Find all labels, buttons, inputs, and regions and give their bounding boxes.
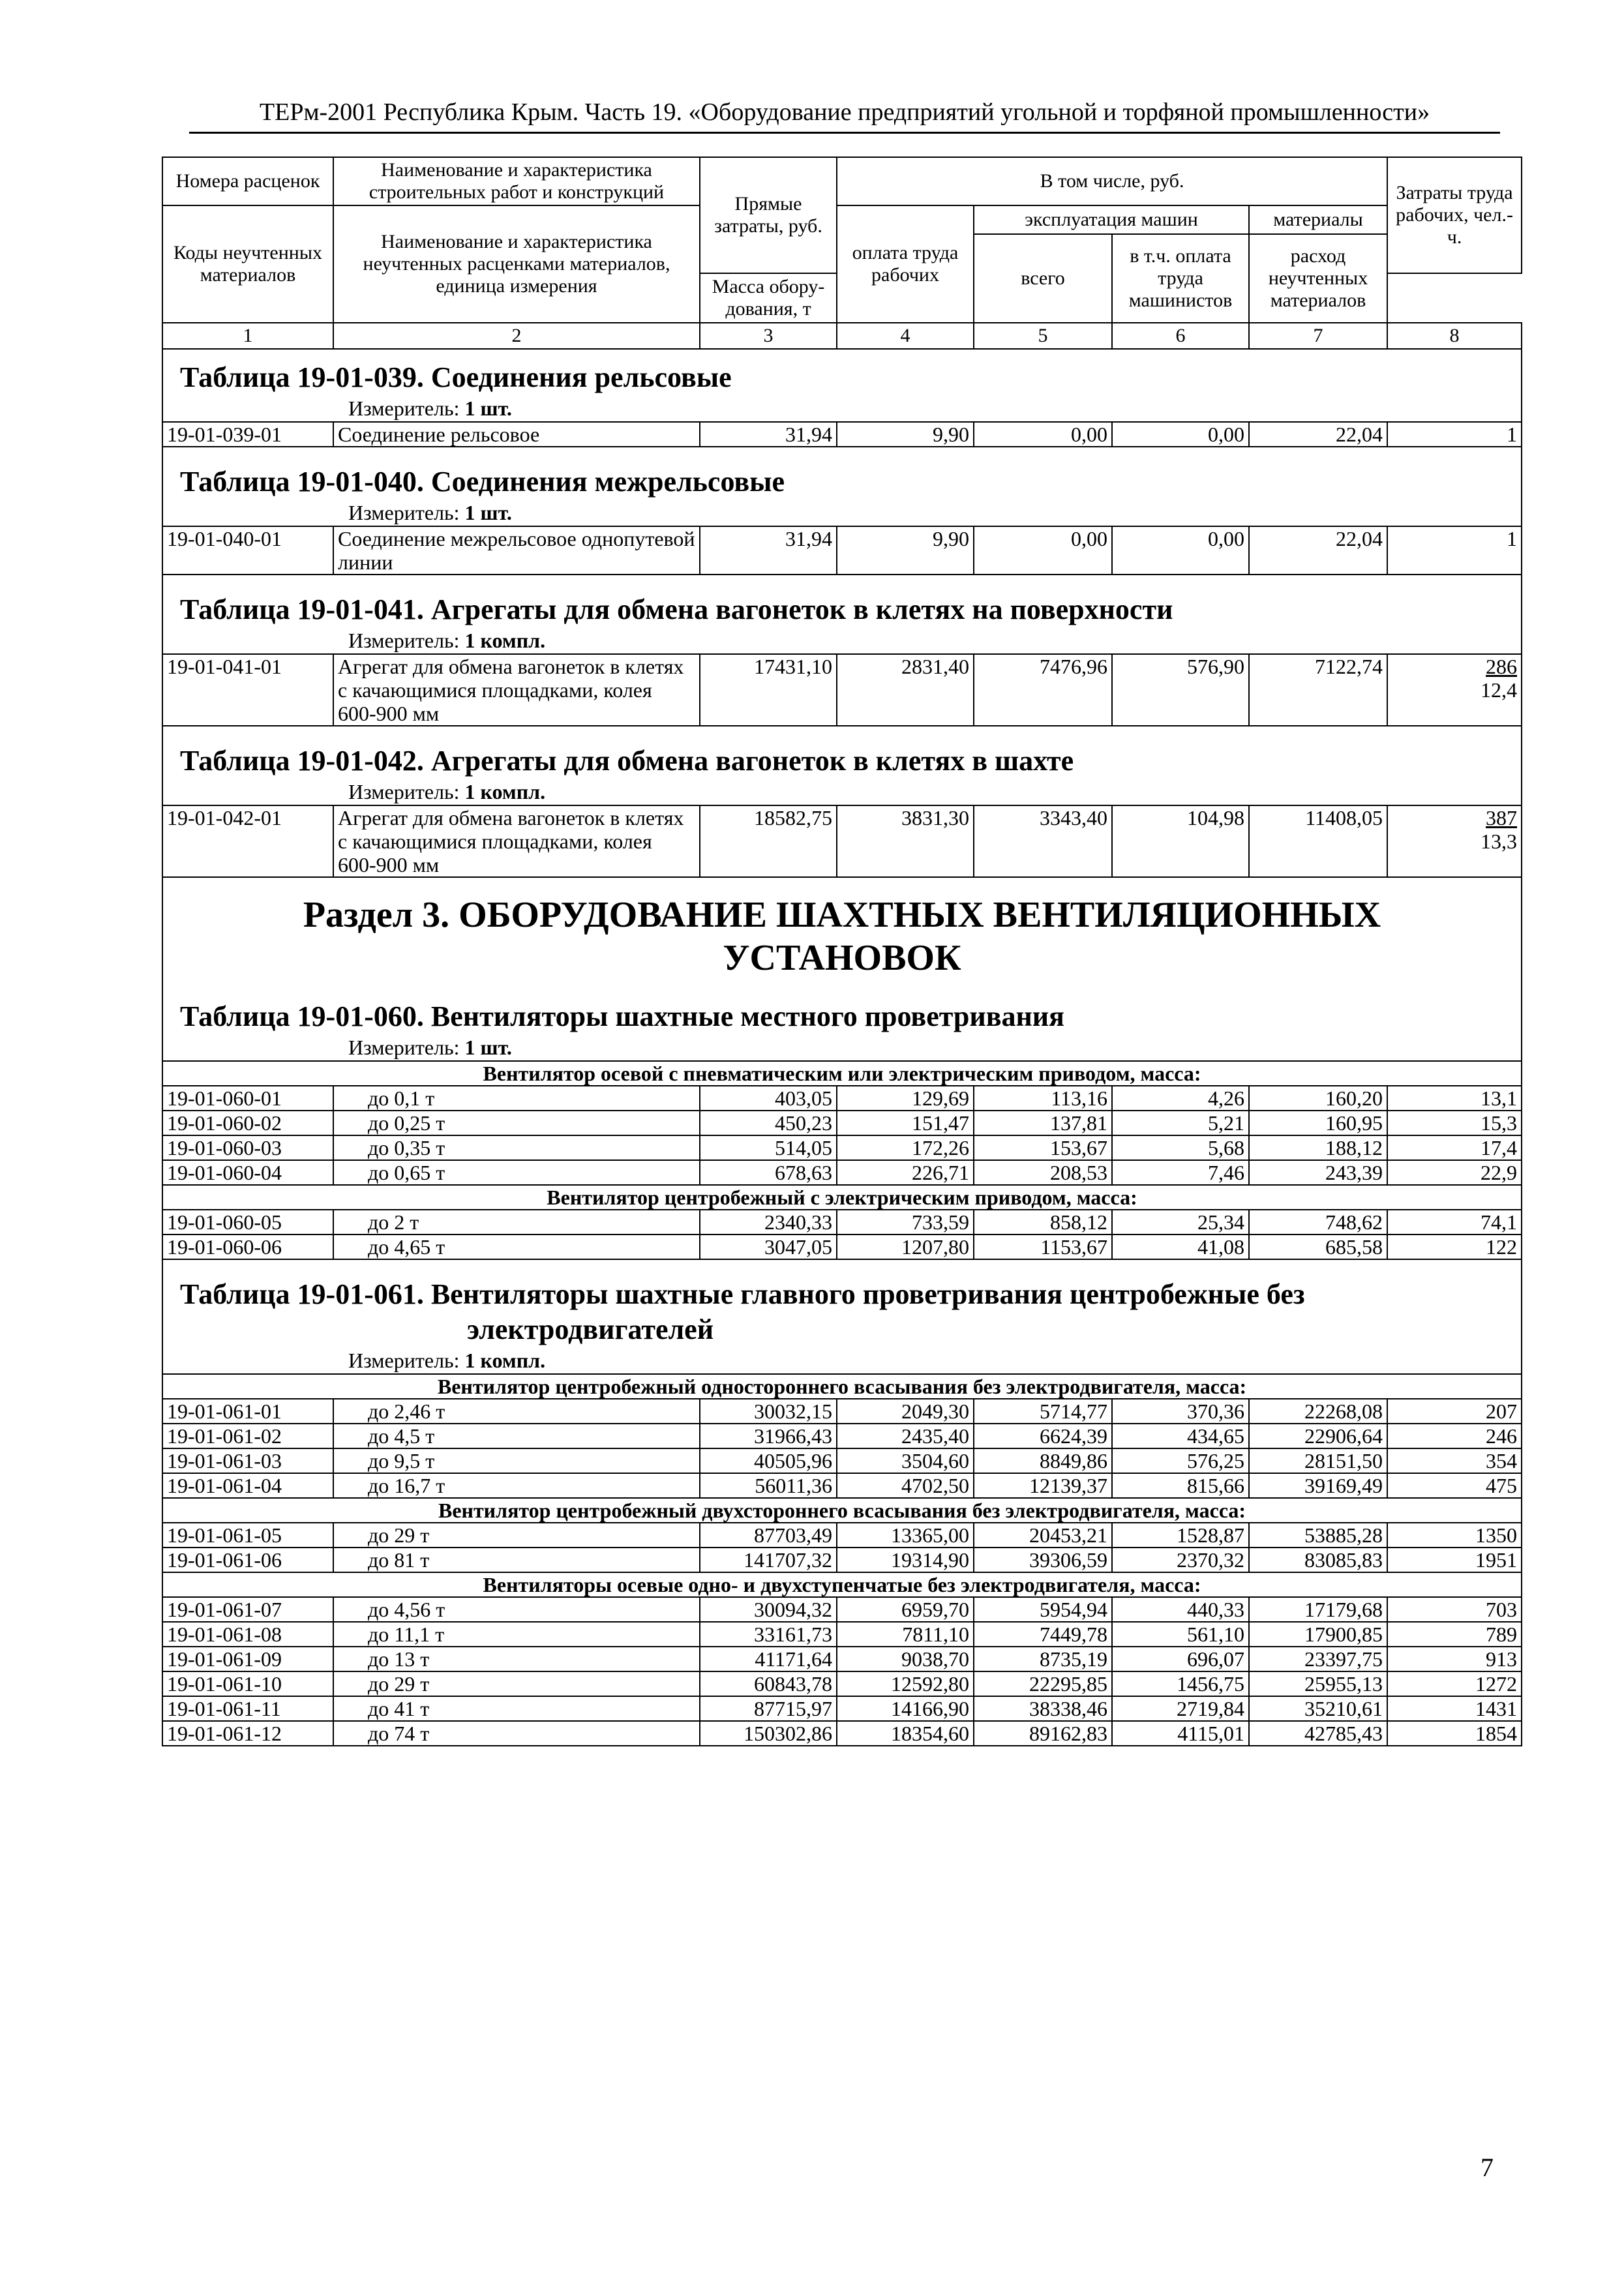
machines-total: 208,53 xyxy=(974,1160,1112,1185)
table-title-061-line2: электродвигателей xyxy=(467,1313,714,1345)
materials: 53885,28 xyxy=(1249,1523,1387,1548)
materials: 243,39 xyxy=(1249,1160,1387,1185)
rate-name: до 0,1 т xyxy=(333,1086,700,1111)
direct-costs: 30094,32 xyxy=(700,1597,837,1622)
group-heading xyxy=(162,1498,1522,1523)
table-row xyxy=(162,1671,1522,1696)
machines-total: 137,81 xyxy=(974,1111,1112,1135)
unit-line-061: Измеритель: 1 компл. xyxy=(348,1349,546,1372)
wages: 3831,30 xyxy=(837,805,974,877)
page-number: 7 xyxy=(1481,2153,1494,2182)
section-title: Раздел 3. ОБОРУДОВАНИЕ ШАХТНЫХ ВЕНТИЛЯЦИОННЫХ УСТАНОВОК xyxy=(303,895,1381,978)
wages: 172,26 xyxy=(837,1135,974,1160)
rate-name: до 29 т xyxy=(333,1523,700,1548)
running-head: ТЕРм-2001 Республика Крым. Часть 19. «Оборудование предприятий угольной и торфяной промышленности» xyxy=(189,97,1500,134)
header-in-that-number: В том числе, руб. xyxy=(837,157,1387,205)
rate-code: 19-01-060-05 xyxy=(162,1210,333,1234)
rate-code: 19-01-061-12 xyxy=(162,1721,333,1746)
table-row xyxy=(162,1548,1522,1572)
rate-name: до 0,35 т xyxy=(333,1135,700,1160)
header-machines-total: всего xyxy=(974,234,1112,323)
machines-total: 0,00 xyxy=(974,526,1112,575)
rate-name: до 41 т xyxy=(333,1696,700,1721)
col-number-2: 2 xyxy=(333,323,700,349)
table-row xyxy=(162,526,1522,575)
machines-total: 22295,85 xyxy=(974,1671,1112,1696)
equipment-mass: 12,4 xyxy=(1481,678,1518,702)
table-row xyxy=(162,1473,1522,1498)
materials: 42785,43 xyxy=(1249,1721,1387,1746)
rate-code: 19-01-061-07 xyxy=(162,1597,333,1622)
wages: 1207,80 xyxy=(837,1234,974,1259)
machines-total: 39306,59 xyxy=(974,1548,1112,1572)
labor: 1272 xyxy=(1387,1671,1522,1696)
machinists-wages: 5,68 xyxy=(1112,1135,1249,1160)
direct-costs: 450,23 xyxy=(700,1111,837,1135)
labor: 15,3 xyxy=(1387,1111,1522,1135)
machinists-wages: 696,07 xyxy=(1112,1647,1249,1671)
table-row xyxy=(162,1523,1522,1548)
machinists-wages: 4,26 xyxy=(1112,1086,1249,1111)
unit-line-042: Измеритель: 1 компл. xyxy=(348,780,546,803)
header-material-codes: Коды неучтенных материалов xyxy=(162,205,333,323)
header-materials: материалы xyxy=(1249,205,1387,234)
col-number-1: 1 xyxy=(162,323,333,349)
machines-total: 8849,86 xyxy=(974,1448,1112,1473)
direct-costs: 60843,78 xyxy=(700,1671,837,1696)
direct-costs: 18582,75 xyxy=(700,805,837,877)
rate-name: до 13 т xyxy=(333,1647,700,1671)
rate-name: до 0,65 т xyxy=(333,1160,700,1185)
rate-code: 19-01-061-01 xyxy=(162,1399,333,1424)
rate-name: до 74 т xyxy=(333,1721,700,1746)
machines-total: 12139,37 xyxy=(974,1473,1112,1498)
machines-total: 89162,83 xyxy=(974,1721,1112,1746)
wages: 18354,60 xyxy=(837,1721,974,1746)
table-row xyxy=(162,1597,1522,1622)
machinists-wages: 434,65 xyxy=(1112,1424,1249,1448)
col-number-4: 4 xyxy=(837,323,974,349)
table-title-060: Таблица 19-01-060. Вентиляторы шахтные местного проветривания xyxy=(180,1000,1064,1032)
table-row xyxy=(162,1721,1522,1746)
machinists-wages: 815,66 xyxy=(1112,1473,1249,1498)
wages: 13365,00 xyxy=(837,1523,974,1548)
materials: 17900,85 xyxy=(1249,1622,1387,1647)
machines-total: 38338,46 xyxy=(974,1696,1112,1721)
wages: 14166,90 xyxy=(837,1696,974,1721)
labor: 246 xyxy=(1387,1424,1522,1448)
table-header xyxy=(162,157,1522,349)
table-row xyxy=(162,1399,1522,1424)
table-row xyxy=(162,654,1522,726)
machines-total: 858,12 xyxy=(974,1210,1112,1234)
group-title: Вентилятор центробежный двухстороннего всасывания без электродвигателя, масса: xyxy=(162,1498,1522,1523)
machinists-wages: 2370,32 xyxy=(1112,1548,1249,1572)
table-row xyxy=(162,1086,1522,1111)
materials: 160,95 xyxy=(1249,1111,1387,1135)
machinists-wages: 370,36 xyxy=(1112,1399,1249,1424)
machines-total: 8735,19 xyxy=(974,1647,1112,1671)
labor: 1431 xyxy=(1387,1696,1522,1721)
machinists-wages: 41,08 xyxy=(1112,1234,1249,1259)
machinists-wages: 1456,75 xyxy=(1112,1671,1249,1696)
direct-costs: 56011,36 xyxy=(700,1473,837,1498)
labor: 387 xyxy=(1486,806,1518,830)
rate-code: 19-01-060-03 xyxy=(162,1135,333,1160)
group-title: Вентиляторы осевые одно- и двухступенчатые без электродвигателя, масса: xyxy=(162,1572,1522,1597)
unit-line-040: Измеритель: 1 шт. xyxy=(348,501,512,524)
rate-name: до 2,46 т xyxy=(333,1399,700,1424)
header-direct-costs: Прямые затраты, руб. xyxy=(700,157,837,273)
materials: 25955,13 xyxy=(1249,1671,1387,1696)
machines-total: 0,00 xyxy=(974,422,1112,447)
machinists-wages: 5,21 xyxy=(1112,1111,1249,1135)
machinists-wages: 7,46 xyxy=(1112,1160,1249,1185)
direct-costs: 17431,10 xyxy=(700,654,837,726)
col-number-7: 7 xyxy=(1249,323,1387,349)
direct-costs: 141707,32 xyxy=(700,1548,837,1572)
group-heading xyxy=(162,1061,1522,1086)
rate-code: 19-01-061-11 xyxy=(162,1696,333,1721)
direct-costs: 87703,49 xyxy=(700,1523,837,1548)
document-body xyxy=(162,157,1521,1746)
materials: 22,04 xyxy=(1249,422,1387,447)
rate-code: 19-01-039-01 xyxy=(162,422,333,447)
header-wages: оплата труда рабочих xyxy=(837,205,974,323)
direct-costs: 31966,43 xyxy=(700,1424,837,1448)
wages: 129,69 xyxy=(837,1086,974,1111)
group-title: Вентилятор центробежный одностороннего всасывания без электродвигателя, масса: xyxy=(162,1374,1522,1399)
rate-code: 19-01-060-01 xyxy=(162,1086,333,1111)
rate-name: до 16,7 т xyxy=(333,1473,700,1498)
materials: 160,20 xyxy=(1249,1086,1387,1111)
header-labor: Затраты труда рабочих, чел.-ч. xyxy=(1396,182,1513,248)
table-row xyxy=(162,1696,1522,1721)
group-title: Вентилятор центробежный с электрическим приводом, масса: xyxy=(162,1185,1522,1210)
table-title-061 xyxy=(167,1260,1517,1347)
labor-and-mass xyxy=(1387,805,1522,877)
rate-code: 19-01-042-01 xyxy=(162,805,333,877)
machinists-wages: 4115,01 xyxy=(1112,1721,1249,1746)
wages: 3504,60 xyxy=(837,1448,974,1473)
labor: 1350 xyxy=(1387,1523,1522,1548)
labor: 207 xyxy=(1387,1399,1522,1424)
rate-code: 19-01-061-06 xyxy=(162,1548,333,1572)
rate-name: до 11,1 т xyxy=(333,1622,700,1647)
direct-costs: 150302,86 xyxy=(700,1721,837,1746)
labor-and-mass xyxy=(1387,654,1522,726)
machinists-wages: 0,00 xyxy=(1112,422,1249,447)
labor: 354 xyxy=(1387,1448,1522,1473)
machines-total: 113,16 xyxy=(974,1086,1112,1111)
wages: 7811,10 xyxy=(837,1622,974,1647)
col-number-8: 8 xyxy=(1387,323,1522,349)
direct-costs: 3047,05 xyxy=(700,1234,837,1259)
direct-costs: 678,63 xyxy=(700,1160,837,1185)
machines-total: 7476,96 xyxy=(974,654,1112,726)
table-title-061-line1: Таблица 19-01-061. Вентиляторы шахтные главного проветривания центробежные без xyxy=(180,1278,1305,1310)
machinists-wages: 440,33 xyxy=(1112,1597,1249,1622)
labor: 1 xyxy=(1387,422,1522,447)
labor: 475 xyxy=(1387,1473,1522,1498)
wages: 19314,90 xyxy=(837,1548,974,1572)
rate-code: 19-01-040-01 xyxy=(162,526,333,575)
rate-code: 19-01-061-08 xyxy=(162,1622,333,1647)
rate-code: 19-01-061-09 xyxy=(162,1647,333,1671)
machinists-wages: 1528,87 xyxy=(1112,1523,1249,1548)
rate-code: 19-01-060-06 xyxy=(162,1234,333,1259)
group-heading xyxy=(162,1572,1522,1597)
machinists-wages: 25,34 xyxy=(1112,1210,1249,1234)
labor: 1854 xyxy=(1387,1721,1522,1746)
group-title: Вентилятор осевой с пневматическим или электрическим приводом, масса: xyxy=(162,1061,1522,1086)
labor: 1 xyxy=(1387,526,1522,575)
rate-name: до 4,5 т xyxy=(333,1424,700,1448)
machines-total: 5714,77 xyxy=(974,1399,1112,1424)
wages: 2435,40 xyxy=(837,1424,974,1448)
col-number-5: 5 xyxy=(974,323,1112,349)
header-material-name: Наименование и характеристика неучтенных расценками материалов, единица измерения xyxy=(333,205,700,323)
wages: 2049,30 xyxy=(837,1399,974,1424)
materials: 685,58 xyxy=(1249,1234,1387,1259)
materials: 7122,74 xyxy=(1249,654,1387,726)
wages: 9,90 xyxy=(837,526,974,575)
rate-code: 19-01-061-04 xyxy=(162,1473,333,1498)
rate-name: до 4,56 т xyxy=(333,1597,700,1622)
rate-code: 19-01-061-02 xyxy=(162,1424,333,1448)
machines-total: 6624,39 xyxy=(974,1424,1112,1448)
direct-costs: 30032,15 xyxy=(700,1399,837,1424)
rate-code: 19-01-041-01 xyxy=(162,654,333,726)
rate-name: до 81 т xyxy=(333,1548,700,1572)
machinists-wages: 2719,84 xyxy=(1112,1696,1249,1721)
labor: 703 xyxy=(1387,1597,1522,1622)
rate-name: до 2 т xyxy=(333,1210,700,1234)
table-row xyxy=(162,1448,1522,1473)
machinists-wages: 104,98 xyxy=(1112,805,1249,877)
machines-total: 3343,40 xyxy=(974,805,1112,877)
machines-total: 7449,78 xyxy=(974,1622,1112,1647)
wages: 12592,80 xyxy=(837,1671,974,1696)
table-row xyxy=(162,1424,1522,1448)
direct-costs: 41171,64 xyxy=(700,1647,837,1671)
labor: 913 xyxy=(1387,1647,1522,1671)
rate-code: 19-01-061-10 xyxy=(162,1671,333,1696)
labor: 789 xyxy=(1387,1622,1522,1647)
machines-total: 1153,67 xyxy=(974,1234,1112,1259)
table-title-041: Таблица 19-01-041. Агрегаты для обмена вагонеток в клетях на поверхности xyxy=(180,593,1173,625)
materials: 11408,05 xyxy=(1249,805,1387,877)
col-number-6: 6 xyxy=(1112,323,1249,349)
unit-line-041: Измеритель: 1 компл. xyxy=(348,629,546,652)
rate-name: Соединение межрельсовое однопутевой линии xyxy=(333,526,700,575)
table-row xyxy=(162,1234,1522,1259)
direct-costs: 2340,33 xyxy=(700,1210,837,1234)
direct-costs: 31,94 xyxy=(700,526,837,575)
labor: 122 xyxy=(1387,1234,1522,1259)
rates-table xyxy=(162,157,1522,1746)
machines-total: 153,67 xyxy=(974,1135,1112,1160)
table-row xyxy=(162,805,1522,877)
header-name: Наименование и характеристика строительных работ и конструкций xyxy=(333,157,700,205)
direct-costs: 87715,97 xyxy=(700,1696,837,1721)
materials: 35210,61 xyxy=(1249,1696,1387,1721)
table-row xyxy=(162,422,1522,447)
materials: 22906,64 xyxy=(1249,1424,1387,1448)
header-mass: Масса обору-дования, т xyxy=(700,273,837,323)
unit-line-060: Измеритель: 1 шт. xyxy=(348,1036,512,1059)
materials: 22,04 xyxy=(1249,526,1387,575)
labor: 22,9 xyxy=(1387,1160,1522,1185)
direct-costs: 40505,96 xyxy=(700,1448,837,1473)
direct-costs: 33161,73 xyxy=(700,1622,837,1647)
header-materials-bottom: расход неучтенных материалов xyxy=(1249,234,1387,323)
materials: 188,12 xyxy=(1249,1135,1387,1160)
rate-name: Соединение рельсовое xyxy=(333,422,700,447)
group-heading xyxy=(162,1374,1522,1399)
machinists-wages: 576,25 xyxy=(1112,1448,1249,1473)
materials: 28151,50 xyxy=(1249,1448,1387,1473)
group-heading xyxy=(162,1185,1522,1210)
table-row xyxy=(162,1111,1522,1135)
rate-code: 19-01-060-02 xyxy=(162,1111,333,1135)
machinists-wages: 561,10 xyxy=(1112,1622,1249,1647)
labor: 17,4 xyxy=(1387,1135,1522,1160)
col-number-3: 3 xyxy=(700,323,837,349)
rate-code: 19-01-060-04 xyxy=(162,1160,333,1185)
machinists-wages: 576,90 xyxy=(1112,654,1249,726)
rate-code: 19-01-061-03 xyxy=(162,1448,333,1473)
materials: 22268,08 xyxy=(1249,1399,1387,1424)
table-title-039: Таблица 19-01-039. Соединения рельсовые xyxy=(180,361,732,393)
wages: 9038,70 xyxy=(837,1647,974,1671)
labor: 13,1 xyxy=(1387,1086,1522,1111)
table-title-042: Таблица 19-01-042. Агрегаты для обмена вагонеток в клетях в шахте xyxy=(180,745,1074,777)
header-machinists: в т.ч. оплата труда машинистов xyxy=(1112,234,1249,323)
rate-code: 19-01-061-05 xyxy=(162,1523,333,1548)
direct-costs: 403,05 xyxy=(700,1086,837,1111)
materials: 17179,68 xyxy=(1249,1597,1387,1622)
materials: 39169,49 xyxy=(1249,1473,1387,1498)
header-machines: эксплуатация машин xyxy=(974,205,1249,234)
table-row xyxy=(162,1135,1522,1160)
machinists-wages: 0,00 xyxy=(1112,526,1249,575)
materials: 83085,83 xyxy=(1249,1548,1387,1572)
wages: 151,47 xyxy=(837,1111,974,1135)
table-row xyxy=(162,1647,1522,1671)
direct-costs: 514,05 xyxy=(700,1135,837,1160)
unit-line-039: Измеритель: 1 шт. xyxy=(348,396,512,420)
table-row xyxy=(162,1210,1522,1234)
machines-total: 20453,21 xyxy=(974,1523,1112,1548)
machines-total: 5954,94 xyxy=(974,1597,1112,1622)
labor: 286 xyxy=(1486,655,1518,678)
equipment-mass: 13,3 xyxy=(1481,830,1518,853)
table-row xyxy=(162,1622,1522,1647)
wages: 9,90 xyxy=(837,422,974,447)
direct-costs: 31,94 xyxy=(700,422,837,447)
rate-name: до 9,5 т xyxy=(333,1448,700,1473)
labor: 74,1 xyxy=(1387,1210,1522,1234)
rate-name: Агрегат для обмена вагонеток в клетях с качающимися площадками, колея 600-900 мм xyxy=(333,654,700,726)
materials: 23397,75 xyxy=(1249,1647,1387,1671)
wages: 226,71 xyxy=(837,1160,974,1185)
rate-name: до 29 т xyxy=(333,1671,700,1696)
header-codes: Номера расценок xyxy=(162,157,333,205)
rate-name: до 0,25 т xyxy=(333,1111,700,1135)
wages: 4702,50 xyxy=(837,1473,974,1498)
rate-name: Агрегат для обмена вагонеток в клетях с качающимися площадками, колея 600-900 мм xyxy=(333,805,700,877)
wages: 6959,70 xyxy=(837,1597,974,1622)
wages: 2831,40 xyxy=(837,654,974,726)
labor: 1951 xyxy=(1387,1548,1522,1572)
table-title-040: Таблица 19-01-040. Соединения межрельсовые xyxy=(180,466,785,498)
wages: 733,59 xyxy=(837,1210,974,1234)
table-row xyxy=(162,1160,1522,1185)
materials: 748,62 xyxy=(1249,1210,1387,1234)
rate-name: до 4,65 т xyxy=(333,1234,700,1259)
